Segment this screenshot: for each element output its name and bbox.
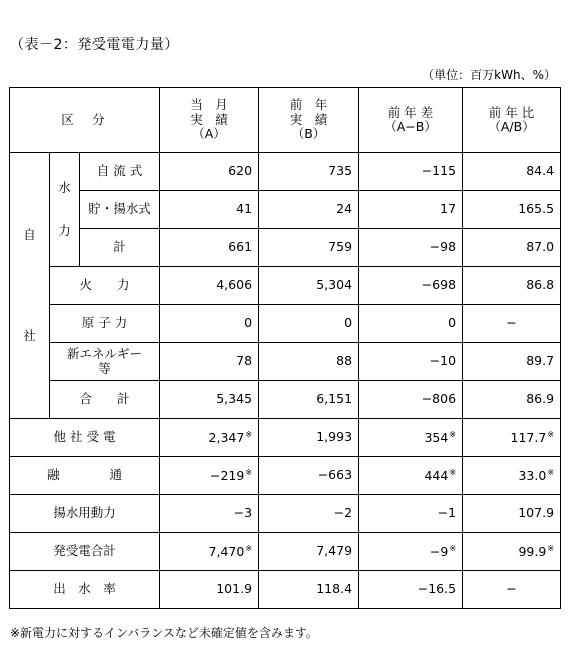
cell-a: 5,345	[160, 381, 259, 419]
cell-ratio: 84.4	[463, 153, 561, 191]
header-category: 区 分	[10, 88, 160, 153]
row-label: 貯・揚水式	[80, 191, 160, 229]
group-hydro-char2: 力	[58, 222, 71, 238]
note-mark: ※	[245, 429, 253, 439]
cell-diff: 0	[359, 305, 463, 343]
group-hydro	[50, 153, 80, 267]
row-label: 融 通	[10, 457, 160, 495]
header-diff-line1: 前 年 差	[387, 104, 434, 120]
group-own-char2: 社	[23, 327, 36, 343]
note-mark: ※	[547, 429, 555, 439]
cell-ratio: −	[463, 305, 561, 343]
cell-ratio: −	[463, 571, 561, 609]
note-mark: ※	[449, 543, 457, 553]
cell-diff: 17	[359, 191, 463, 229]
note-mark: ※	[547, 467, 555, 477]
cell-ratio	[463, 457, 561, 495]
table-row	[10, 419, 561, 457]
cell-a: 41	[160, 191, 259, 229]
cell-b: 1,993	[259, 419, 359, 457]
cell-b: 759	[259, 229, 359, 267]
table-row	[10, 191, 561, 229]
table-row	[10, 343, 561, 381]
cell-ratio	[463, 533, 561, 571]
header-diff	[359, 88, 463, 153]
cell-diff: −115	[359, 153, 463, 191]
table-row	[10, 457, 561, 495]
cell-diff-value: 444	[424, 467, 449, 483]
header-current-line3: （A）	[192, 126, 226, 142]
note-mark: ※	[245, 543, 253, 553]
header-ratio-line1: 前 年 比	[488, 104, 535, 120]
cell-diff	[359, 457, 463, 495]
cell-b: 7,479	[259, 533, 359, 571]
cell-b: 24	[259, 191, 359, 229]
header-ratio	[463, 88, 561, 153]
cell-b: 5,304	[259, 267, 359, 305]
cell-a: −3	[160, 495, 259, 533]
cell-a-value: 7,470	[208, 543, 245, 559]
cell-b: 88	[259, 343, 359, 381]
cell-diff	[359, 533, 463, 571]
header-previous-line2: 実 績	[289, 111, 328, 127]
group-own-char1: 自	[23, 227, 36, 242]
row-label-line1: 新エネルギー	[67, 346, 143, 362]
header-previous-line3: （B）	[291, 126, 326, 142]
cell-b: 0	[259, 305, 359, 343]
row-label-line2: 等	[98, 360, 111, 376]
group-own	[10, 153, 50, 419]
cell-ratio	[463, 419, 561, 457]
table-row	[10, 495, 561, 533]
header-previous-line1: 前 年	[289, 97, 328, 113]
cell-ratio: 89.7	[463, 343, 561, 381]
cell-ratio-value: 33.0	[518, 467, 547, 483]
table-row	[10, 153, 561, 191]
table-row	[10, 305, 561, 343]
header-row	[10, 88, 561, 153]
cell-ratio: 86.9	[463, 381, 561, 419]
cell-a	[160, 533, 259, 571]
footnote: ※新電力に対するインバランスなど未確定値を含みます。	[10, 626, 318, 640]
cell-diff: −806	[359, 381, 463, 419]
header-current-line2: 実 績	[190, 111, 228, 127]
row-label-new-energy	[50, 343, 160, 381]
note-mark: ※	[547, 543, 555, 553]
cell-diff	[359, 419, 463, 457]
cell-ratio: 87.0	[463, 229, 561, 267]
header-ratio-line2: （A/B）	[488, 119, 535, 134]
cell-diff: −98	[359, 229, 463, 267]
row-label: 出 水 率	[10, 571, 160, 609]
header-previous	[259, 88, 359, 153]
cell-diff: −16.5	[359, 571, 463, 609]
row-label: 合 計	[50, 381, 160, 419]
cell-a: 620	[160, 153, 259, 191]
row-label: 自 流 式	[80, 153, 160, 191]
row-label: 発受電合計	[10, 533, 160, 571]
row-label: 火 力	[50, 267, 160, 305]
table-title: （表－2：発受電電力量）	[10, 37, 179, 53]
cell-diff: −1	[359, 495, 463, 533]
unit-note: （単位：百万kWh、%）	[422, 68, 556, 82]
cell-diff: −10	[359, 343, 463, 381]
cell-diff-value: −9	[429, 543, 449, 559]
cell-a	[160, 419, 259, 457]
cell-ratio-value: 117.7	[510, 429, 547, 445]
cell-ratio: 107.9	[463, 495, 561, 533]
cell-ratio-value: 99.9	[518, 543, 547, 559]
cell-a: 661	[160, 229, 259, 267]
cell-diff: −698	[359, 267, 463, 305]
cell-b: 118.4	[259, 571, 359, 609]
cell-a: 101.9	[160, 571, 259, 609]
note-mark: ※	[449, 429, 457, 439]
cell-b: 735	[259, 153, 359, 191]
cell-a	[160, 457, 259, 495]
table-row	[10, 571, 561, 609]
table-row	[10, 381, 561, 419]
row-label: 揚水用動力	[10, 495, 160, 533]
header-diff-line2: （A−B）	[384, 119, 437, 134]
row-label: 計	[80, 229, 160, 267]
cell-a-value: 2,347	[208, 429, 245, 445]
cell-ratio: 165.5	[463, 191, 561, 229]
cell-a: 78	[160, 343, 259, 381]
note-mark: ※	[449, 467, 457, 477]
cell-a: 0	[160, 305, 259, 343]
row-label: 原 子 力	[50, 305, 160, 343]
cell-b: 6,151	[259, 381, 359, 419]
row-label: 他 社 受 電	[10, 419, 160, 457]
table-row	[10, 267, 561, 305]
header-current-line1: 当 月	[190, 97, 228, 113]
header-current	[160, 88, 259, 153]
power-table	[9, 87, 561, 609]
group-hydro-char1: 水	[58, 179, 71, 195]
table-row	[10, 533, 561, 571]
cell-b: −2	[259, 495, 359, 533]
cell-b: −663	[259, 457, 359, 495]
table-row	[10, 229, 561, 267]
cell-diff-value: 354	[424, 429, 449, 445]
note-mark: ※	[245, 467, 253, 477]
cell-a: 4,606	[160, 267, 259, 305]
cell-ratio: 86.8	[463, 267, 561, 305]
cell-a-value: −219	[209, 467, 245, 483]
